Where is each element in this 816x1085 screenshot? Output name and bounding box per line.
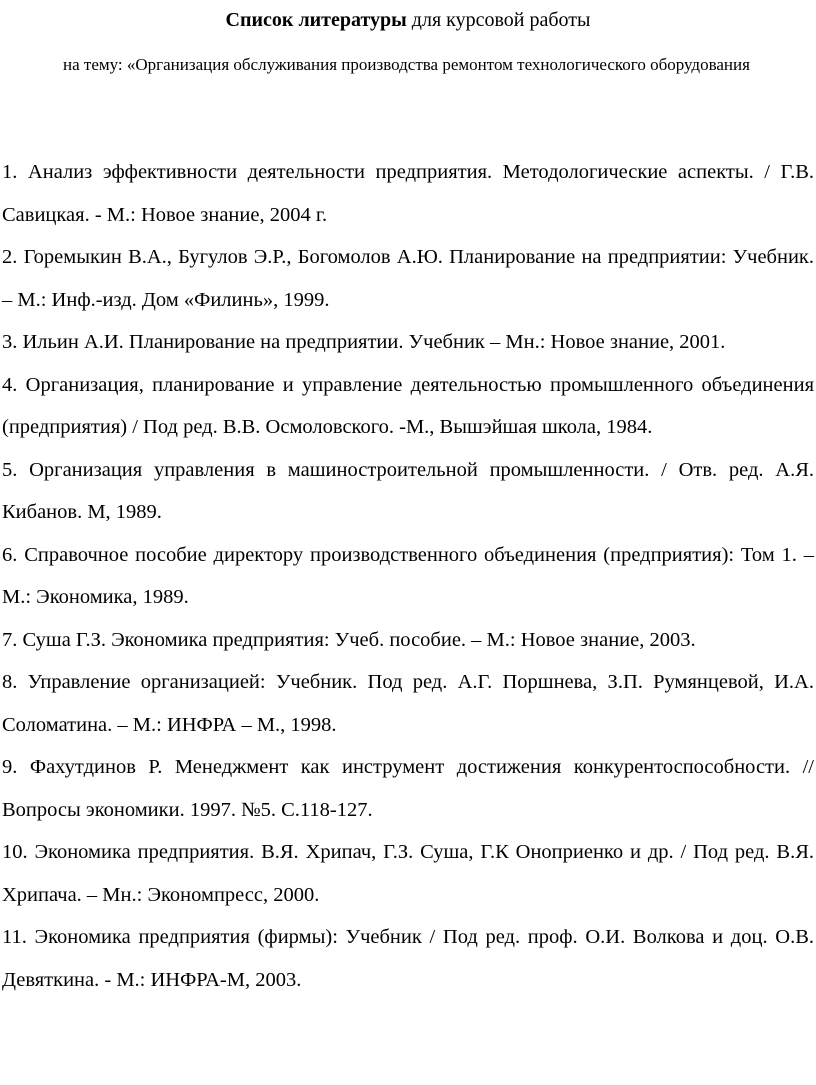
reference-item: 9. Фахутдинов Р. Менеджмент как инструмент достижения конкурентоспособности. // Вопросы экономики. 1997. №5. С.118-127. (2, 756, 814, 821)
document-title (2, 0, 814, 34)
reference-item: 8. Управление организацией: Учебник. Под ред. А.Г. Поршнева, З.П. Румянцевой, И.А. Соломатина. – М.: ИНФРА – М., 1998. (2, 671, 814, 736)
reference-item: 2. Горемыкин В.А., Бугулов Э.Р., Богомолов А.Ю. Планирование на предприятии: Учебник. – М.: Инф.-изд. Дом «Филинь», 1999. (2, 246, 814, 311)
reference-item: 1. Анализ эффективности деятельности предприятия. Методологические аспекты. / Г.В. Савицкая. - М.: Новое знание, 2004 г. (2, 161, 814, 226)
reference-list (2, 151, 814, 1001)
reference-item: 7. Суша Г.З. Экономика предприятия: Учеб. пособие. – М.: Новое знание, 2003. (2, 628, 696, 651)
reference-item: 11. Экономика предприятия (фирмы): Учебник / Под ред. проф. О.И. Волкова и доц. О.В. Девяткина. - М.: ИНФРА-М, 2003. (2, 926, 814, 991)
reference-item: 3. Ильин А.И. Планирование на предприятии. Учебник – Мн.: Новое знание, 2001. (2, 331, 726, 353)
reference-item: 10. Экономика предприятия. В.Я. Хрипач, Г.З. Суша, Г.К Оноприенко и др. / Под ред. В.Я. Хрипача. – Мн.: Экономпресс, 2000. (2, 841, 814, 906)
reference-item: 6. Справочное пособие директору производственного объединения (предприятия): Том 1. – М.: Экономика, 1989. (2, 543, 814, 608)
title-rest: для курсовой работы (406, 9, 591, 31)
title-bold: Список литературы (225, 9, 407, 31)
topic-line: на тему: «Организация обслуживания производства ремонтом технологического оборудования (63, 55, 750, 74)
reference-item: 5. Организация управления в машиностроительной промышленности. / Отв. ред. А.Я. Кибанов. М, 1989. (2, 458, 814, 523)
reference-item: 4. Организация, планирование и управление деятельностью промышленного объединения (предприятия) / Под ред. В.В. Осмоловского. -М., Вышэйшая школа, 1984. (2, 373, 814, 438)
